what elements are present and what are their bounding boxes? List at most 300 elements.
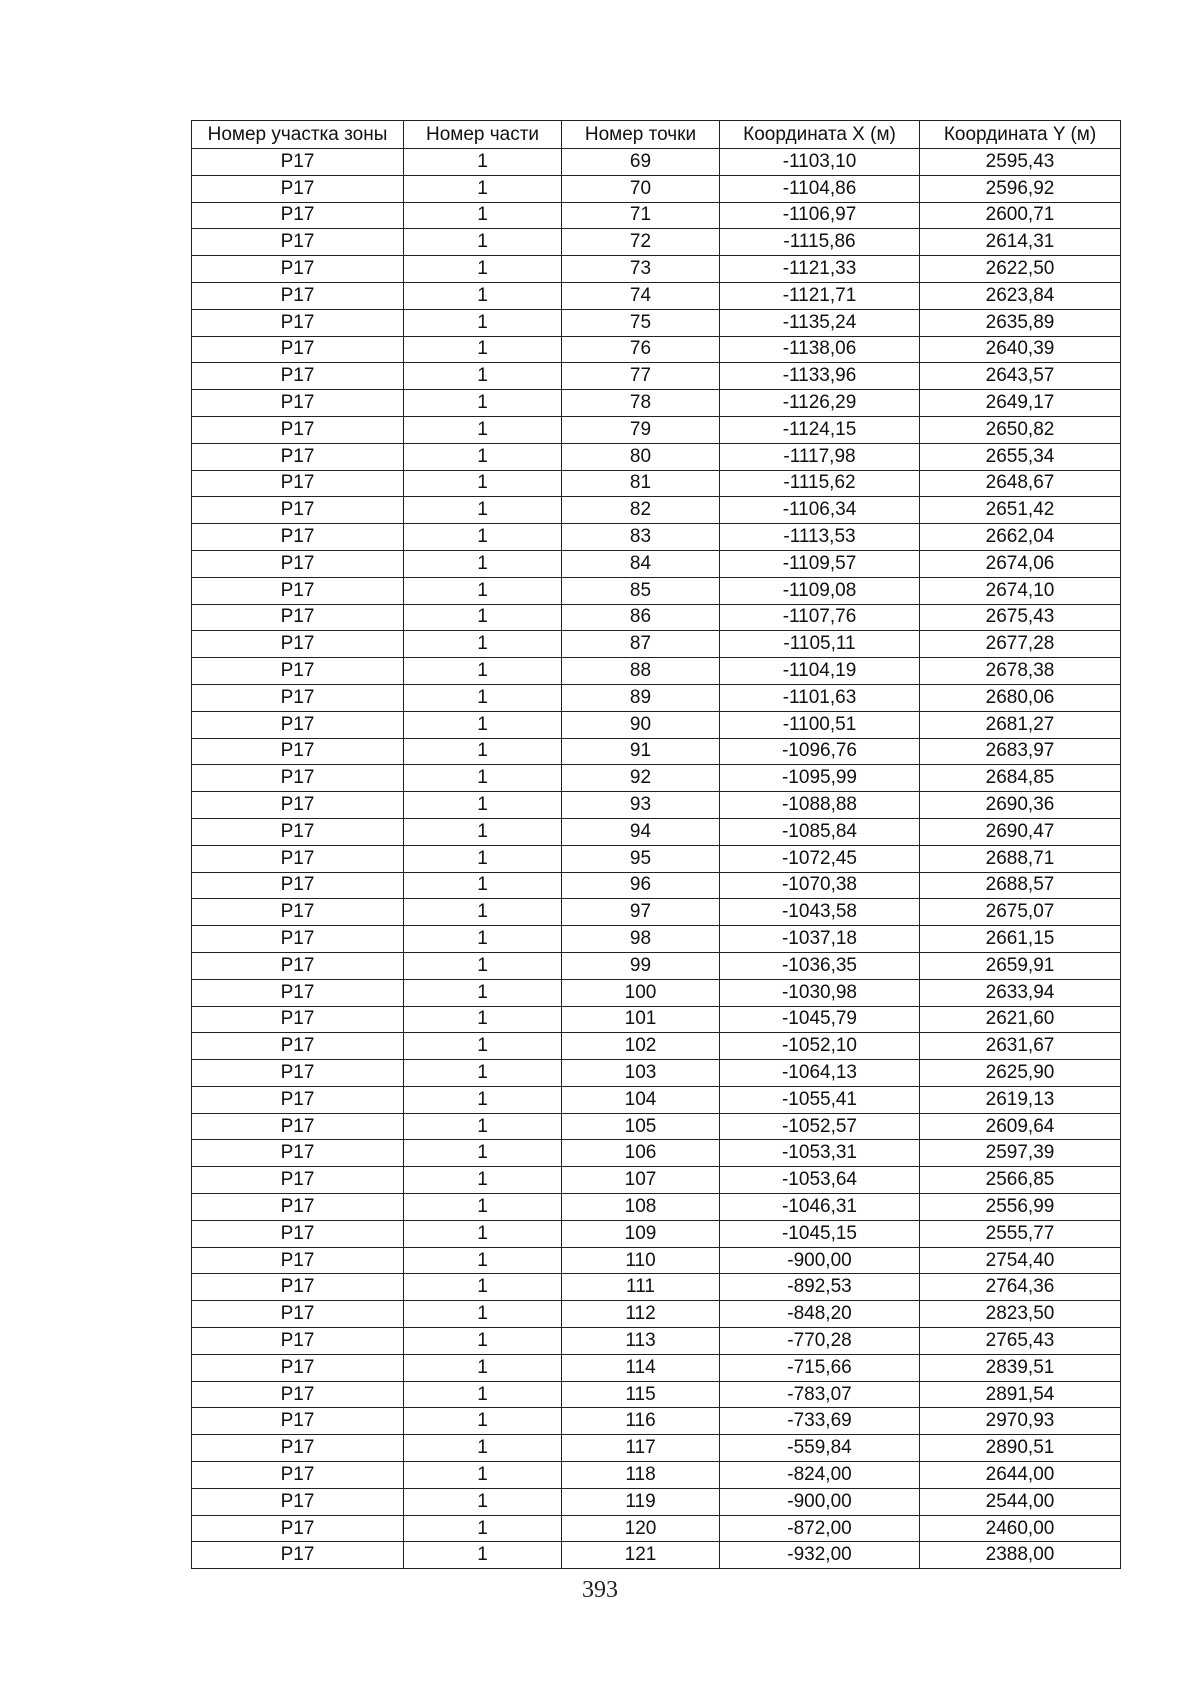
cell-point-number: 84 <box>562 550 720 577</box>
cell-point-number: 108 <box>562 1194 720 1221</box>
cell-coordinate-x: -1133,96 <box>720 363 920 390</box>
cell-zone-section: Р17 <box>192 1515 404 1542</box>
cell-coordinate-y: 2675,07 <box>920 899 1121 926</box>
cell-point-number: 82 <box>562 497 720 524</box>
cell-coordinate-x: -932,00 <box>720 1542 920 1569</box>
cell-zone-section: Р17 <box>192 604 404 631</box>
table-row <box>192 577 1121 604</box>
cell-coordinate-y: 2635,89 <box>920 309 1121 336</box>
cell-point-number: 100 <box>562 979 720 1006</box>
cell-coordinate-y: 2690,36 <box>920 792 1121 819</box>
table-row <box>192 1060 1121 1087</box>
cell-point-number: 104 <box>562 1086 720 1113</box>
cell-point-number: 101 <box>562 1006 720 1033</box>
table-row <box>192 390 1121 417</box>
cell-coordinate-y: 2644,00 <box>920 1462 1121 1489</box>
cell-zone-section: Р17 <box>192 658 404 685</box>
cell-coordinate-y: 2460,00 <box>920 1515 1121 1542</box>
cell-zone-section: Р17 <box>192 1354 404 1381</box>
cell-zone-section: Р17 <box>192 1542 404 1569</box>
cell-coordinate-x: -1117,98 <box>720 443 920 470</box>
table-row <box>192 1006 1121 1033</box>
cell-part-number: 1 <box>404 416 562 443</box>
cell-point-number: 85 <box>562 577 720 604</box>
cell-coordinate-x: -1064,13 <box>720 1060 920 1087</box>
table-row <box>192 845 1121 872</box>
cell-zone-section: Р17 <box>192 1033 404 1060</box>
table-body <box>192 149 1121 1569</box>
cell-part-number: 1 <box>404 363 562 390</box>
cell-part-number: 1 <box>404 470 562 497</box>
table-row <box>192 1194 1121 1221</box>
cell-zone-section: Р17 <box>192 390 404 417</box>
cell-coordinate-x: -1045,79 <box>720 1006 920 1033</box>
table-row <box>192 604 1121 631</box>
cell-point-number: 80 <box>562 443 720 470</box>
cell-coordinate-y: 2674,10 <box>920 577 1121 604</box>
table-row <box>192 1462 1121 1489</box>
cell-coordinate-y: 2890,51 <box>920 1435 1121 1462</box>
cell-point-number: 83 <box>562 524 720 551</box>
cell-coordinate-x: -1088,88 <box>720 792 920 819</box>
table-row <box>192 631 1121 658</box>
cell-coordinate-y: 2677,28 <box>920 631 1121 658</box>
table-row <box>192 818 1121 845</box>
cell-zone-section: Р17 <box>192 872 404 899</box>
cell-zone-section: Р17 <box>192 256 404 283</box>
table-row <box>192 256 1121 283</box>
cell-coordinate-x: -1106,97 <box>720 202 920 229</box>
cell-part-number: 1 <box>404 1515 562 1542</box>
table-row <box>192 470 1121 497</box>
table-row <box>192 229 1121 256</box>
cell-point-number: 81 <box>562 470 720 497</box>
header-coordinate-x: Координата X (м) <box>720 121 920 149</box>
cell-part-number: 1 <box>404 1381 562 1408</box>
cell-zone-section: Р17 <box>192 1006 404 1033</box>
cell-coordinate-y: 2764,36 <box>920 1274 1121 1301</box>
cell-point-number: 92 <box>562 765 720 792</box>
cell-zone-section: Р17 <box>192 577 404 604</box>
cell-coordinate-x: -1109,08 <box>720 577 920 604</box>
table-row <box>192 738 1121 765</box>
cell-coordinate-x: -824,00 <box>720 1462 920 1489</box>
cell-zone-section: Р17 <box>192 1140 404 1167</box>
cell-point-number: 76 <box>562 336 720 363</box>
table-row <box>192 175 1121 202</box>
cell-part-number: 1 <box>404 979 562 1006</box>
cell-coordinate-x: -1126,29 <box>720 390 920 417</box>
cell-part-number: 1 <box>404 952 562 979</box>
cell-coordinate-x: -783,07 <box>720 1381 920 1408</box>
cell-part-number: 1 <box>404 443 562 470</box>
cell-point-number: 90 <box>562 711 720 738</box>
cell-coordinate-x: -1085,84 <box>720 818 920 845</box>
cell-coordinate-x: -1053,64 <box>720 1167 920 1194</box>
cell-part-number: 1 <box>404 1435 562 1462</box>
cell-zone-section: Р17 <box>192 684 404 711</box>
cell-zone-section: Р17 <box>192 1060 404 1087</box>
table-row <box>192 765 1121 792</box>
cell-zone-section: Р17 <box>192 229 404 256</box>
cell-part-number: 1 <box>404 336 562 363</box>
cell-coordinate-y: 2661,15 <box>920 926 1121 953</box>
cell-zone-section: Р17 <box>192 416 404 443</box>
cell-zone-section: Р17 <box>192 1408 404 1435</box>
cell-coordinate-x: -1101,63 <box>720 684 920 711</box>
cell-point-number: 120 <box>562 1515 720 1542</box>
cell-zone-section: Р17 <box>192 1167 404 1194</box>
cell-coordinate-y: 2655,34 <box>920 443 1121 470</box>
cell-zone-section: Р17 <box>192 1381 404 1408</box>
cell-coordinate-x: -770,28 <box>720 1328 920 1355</box>
cell-coordinate-y: 2648,67 <box>920 470 1121 497</box>
table-header <box>192 121 1121 149</box>
cell-coordinate-y: 2683,97 <box>920 738 1121 765</box>
cell-zone-section: Р17 <box>192 818 404 845</box>
cell-part-number: 1 <box>404 899 562 926</box>
header-part-number: Номер части <box>404 121 562 149</box>
cell-coordinate-x: -1030,98 <box>720 979 920 1006</box>
cell-coordinate-y: 2674,06 <box>920 550 1121 577</box>
cell-coordinate-x: -1106,34 <box>720 497 920 524</box>
cell-coordinate-y: 2643,57 <box>920 363 1121 390</box>
table-row <box>192 872 1121 899</box>
table-row <box>192 1381 1121 1408</box>
table-row <box>192 1167 1121 1194</box>
cell-coordinate-x: -1105,11 <box>720 631 920 658</box>
table-row <box>192 979 1121 1006</box>
cell-coordinate-x: -1037,18 <box>720 926 920 953</box>
cell-coordinate-x: -1138,06 <box>720 336 920 363</box>
table-row <box>192 1328 1121 1355</box>
cell-zone-section: Р17 <box>192 363 404 390</box>
cell-point-number: 115 <box>562 1381 720 1408</box>
cell-part-number: 1 <box>404 149 562 176</box>
cell-coordinate-y: 2680,06 <box>920 684 1121 711</box>
cell-coordinate-y: 2622,50 <box>920 256 1121 283</box>
cell-coordinate-x: -1052,57 <box>720 1113 920 1140</box>
cell-zone-section: Р17 <box>192 550 404 577</box>
cell-part-number: 1 <box>404 765 562 792</box>
table-row <box>192 926 1121 953</box>
cell-point-number: 119 <box>562 1488 720 1515</box>
cell-coordinate-x: -892,53 <box>720 1274 920 1301</box>
cell-zone-section: Р17 <box>192 738 404 765</box>
cell-coordinate-x: -733,69 <box>720 1408 920 1435</box>
cell-coordinate-y: 2649,17 <box>920 390 1121 417</box>
cell-coordinate-y: 2625,90 <box>920 1060 1121 1087</box>
cell-zone-section: Р17 <box>192 845 404 872</box>
cell-point-number: 116 <box>562 1408 720 1435</box>
cell-coordinate-x: -1096,76 <box>720 738 920 765</box>
cell-point-number: 75 <box>562 309 720 336</box>
cell-zone-section: Р17 <box>192 470 404 497</box>
cell-coordinate-y: 2970,93 <box>920 1408 1121 1435</box>
cell-part-number: 1 <box>404 1542 562 1569</box>
cell-coordinate-y: 2614,31 <box>920 229 1121 256</box>
cell-zone-section: Р17 <box>192 443 404 470</box>
table-row <box>192 1033 1121 1060</box>
cell-part-number: 1 <box>404 631 562 658</box>
cell-zone-section: Р17 <box>192 202 404 229</box>
cell-part-number: 1 <box>404 1033 562 1060</box>
cell-point-number: 71 <box>562 202 720 229</box>
cell-point-number: 118 <box>562 1462 720 1489</box>
cell-part-number: 1 <box>404 604 562 631</box>
table-row <box>192 1542 1121 1569</box>
cell-coordinate-y: 2765,43 <box>920 1328 1121 1355</box>
cell-part-number: 1 <box>404 577 562 604</box>
cell-coordinate-x: -900,00 <box>720 1247 920 1274</box>
cell-coordinate-y: 2839,51 <box>920 1354 1121 1381</box>
cell-coordinate-y: 2555,77 <box>920 1220 1121 1247</box>
cell-point-number: 121 <box>562 1542 720 1569</box>
cell-zone-section: Р17 <box>192 497 404 524</box>
cell-coordinate-x: -1053,31 <box>720 1140 920 1167</box>
cell-zone-section: Р17 <box>192 1247 404 1274</box>
cell-coordinate-y: 2650,82 <box>920 416 1121 443</box>
cell-point-number: 99 <box>562 952 720 979</box>
cell-coordinate-x: -1121,71 <box>720 282 920 309</box>
cell-part-number: 1 <box>404 1220 562 1247</box>
cell-zone-section: Р17 <box>192 175 404 202</box>
cell-part-number: 1 <box>404 1194 562 1221</box>
cell-part-number: 1 <box>404 1328 562 1355</box>
cell-coordinate-y: 2388,00 <box>920 1542 1121 1569</box>
cell-point-number: 78 <box>562 390 720 417</box>
cell-coordinate-x: -848,20 <box>720 1301 920 1328</box>
table-row <box>192 497 1121 524</box>
table-row <box>192 658 1121 685</box>
cell-point-number: 103 <box>562 1060 720 1087</box>
cell-part-number: 1 <box>404 309 562 336</box>
table-row <box>192 1354 1121 1381</box>
cell-point-number: 88 <box>562 658 720 685</box>
cell-point-number: 107 <box>562 1167 720 1194</box>
cell-coordinate-x: -1055,41 <box>720 1086 920 1113</box>
table-row <box>192 899 1121 926</box>
cell-zone-section: Р17 <box>192 899 404 926</box>
table-row <box>192 282 1121 309</box>
cell-coordinate-y: 2891,54 <box>920 1381 1121 1408</box>
cell-point-number: 69 <box>562 149 720 176</box>
cell-zone-section: Р17 <box>192 1328 404 1355</box>
table-row <box>192 550 1121 577</box>
cell-coordinate-y: 2623,84 <box>920 282 1121 309</box>
cell-coordinate-y: 2688,71 <box>920 845 1121 872</box>
cell-coordinate-y: 2681,27 <box>920 711 1121 738</box>
cell-zone-section: Р17 <box>192 792 404 819</box>
table-row <box>192 792 1121 819</box>
cell-point-number: 87 <box>562 631 720 658</box>
cell-point-number: 110 <box>562 1247 720 1274</box>
cell-zone-section: Р17 <box>192 149 404 176</box>
cell-part-number: 1 <box>404 550 562 577</box>
cell-zone-section: Р17 <box>192 952 404 979</box>
cell-coordinate-x: -1052,10 <box>720 1033 920 1060</box>
cell-coordinate-y: 2619,13 <box>920 1086 1121 1113</box>
cell-part-number: 1 <box>404 524 562 551</box>
cell-point-number: 113 <box>562 1328 720 1355</box>
table-row <box>192 1515 1121 1542</box>
cell-coordinate-x: -559,84 <box>720 1435 920 1462</box>
cell-coordinate-x: -900,00 <box>720 1488 920 1515</box>
table-row <box>192 524 1121 551</box>
cell-part-number: 1 <box>404 711 562 738</box>
cell-part-number: 1 <box>404 390 562 417</box>
cell-coordinate-y: 2651,42 <box>920 497 1121 524</box>
cell-zone-section: Р17 <box>192 336 404 363</box>
table-row <box>192 1113 1121 1140</box>
cell-part-number: 1 <box>404 684 562 711</box>
cell-coordinate-y: 2556,99 <box>920 1194 1121 1221</box>
cell-part-number: 1 <box>404 175 562 202</box>
cell-zone-section: Р17 <box>192 631 404 658</box>
cell-zone-section: Р17 <box>192 979 404 1006</box>
cell-coordinate-x: -1036,35 <box>720 952 920 979</box>
table-row <box>192 1140 1121 1167</box>
cell-zone-section: Р17 <box>192 1194 404 1221</box>
table-row <box>192 202 1121 229</box>
cell-coordinate-y: 2609,64 <box>920 1113 1121 1140</box>
cell-part-number: 1 <box>404 1086 562 1113</box>
cell-coordinate-x: -1043,58 <box>720 899 920 926</box>
cell-point-number: 79 <box>562 416 720 443</box>
cell-coordinate-x: -715,66 <box>720 1354 920 1381</box>
cell-coordinate-y: 2823,50 <box>920 1301 1121 1328</box>
cell-point-number: 112 <box>562 1301 720 1328</box>
cell-coordinate-x: -1109,57 <box>720 550 920 577</box>
cell-point-number: 73 <box>562 256 720 283</box>
cell-point-number: 95 <box>562 845 720 872</box>
cell-zone-section: Р17 <box>192 765 404 792</box>
cell-point-number: 77 <box>562 363 720 390</box>
header-point-number: Номер точки <box>562 121 720 149</box>
coordinates-table <box>191 120 1121 1569</box>
table-row <box>192 363 1121 390</box>
page-number: 393 <box>582 1577 618 1603</box>
cell-part-number: 1 <box>404 282 562 309</box>
cell-zone-section: Р17 <box>192 1301 404 1328</box>
table-row <box>192 149 1121 176</box>
cell-zone-section: Р17 <box>192 711 404 738</box>
cell-part-number: 1 <box>404 738 562 765</box>
cell-point-number: 93 <box>562 792 720 819</box>
cell-coordinate-y: 2597,39 <box>920 1140 1121 1167</box>
cell-zone-section: Р17 <box>192 926 404 953</box>
cell-point-number: 96 <box>562 872 720 899</box>
cell-coordinate-x: -1100,51 <box>720 711 920 738</box>
cell-coordinate-y: 2566,85 <box>920 1167 1121 1194</box>
cell-point-number: 102 <box>562 1033 720 1060</box>
cell-part-number: 1 <box>404 229 562 256</box>
cell-coordinate-y: 2600,71 <box>920 202 1121 229</box>
cell-coordinate-y: 2690,47 <box>920 818 1121 845</box>
table-row <box>192 416 1121 443</box>
cell-part-number: 1 <box>404 792 562 819</box>
cell-coordinate-x: -1115,62 <box>720 470 920 497</box>
cell-coordinate-x: -1113,53 <box>720 524 920 551</box>
cell-coordinate-y: 2754,40 <box>920 1247 1121 1274</box>
header-row <box>192 121 1121 149</box>
cell-point-number: 97 <box>562 899 720 926</box>
cell-point-number: 86 <box>562 604 720 631</box>
cell-part-number: 1 <box>404 1247 562 1274</box>
cell-coordinate-x: -872,00 <box>720 1515 920 1542</box>
header-coordinate-y: Координата Y (м) <box>920 121 1121 149</box>
table-row <box>192 952 1121 979</box>
cell-zone-section: Р17 <box>192 1462 404 1489</box>
cell-coordinate-x: -1072,45 <box>720 845 920 872</box>
cell-part-number: 1 <box>404 1408 562 1435</box>
cell-zone-section: Р17 <box>192 524 404 551</box>
cell-coordinate-x: -1046,31 <box>720 1194 920 1221</box>
cell-part-number: 1 <box>404 1113 562 1140</box>
cell-part-number: 1 <box>404 1167 562 1194</box>
cell-point-number: 74 <box>562 282 720 309</box>
cell-coordinate-y: 2678,38 <box>920 658 1121 685</box>
cell-coordinate-y: 2659,91 <box>920 952 1121 979</box>
table-row <box>192 1488 1121 1515</box>
cell-coordinate-x: -1107,76 <box>720 604 920 631</box>
cell-point-number: 117 <box>562 1435 720 1462</box>
cell-part-number: 1 <box>404 658 562 685</box>
cell-part-number: 1 <box>404 1354 562 1381</box>
cell-point-number: 105 <box>562 1113 720 1140</box>
cell-point-number: 106 <box>562 1140 720 1167</box>
cell-coordinate-x: -1121,33 <box>720 256 920 283</box>
cell-point-number: 91 <box>562 738 720 765</box>
cell-point-number: 98 <box>562 926 720 953</box>
cell-zone-section: Р17 <box>192 1086 404 1113</box>
cell-point-number: 89 <box>562 684 720 711</box>
cell-part-number: 1 <box>404 872 562 899</box>
cell-zone-section: Р17 <box>192 282 404 309</box>
cell-coordinate-x: -1124,15 <box>720 416 920 443</box>
cell-part-number: 1 <box>404 1274 562 1301</box>
cell-point-number: 109 <box>562 1220 720 1247</box>
table-row <box>192 1274 1121 1301</box>
table-row <box>192 1086 1121 1113</box>
cell-point-number: 70 <box>562 175 720 202</box>
table-row <box>192 443 1121 470</box>
cell-coordinate-x: -1045,15 <box>720 1220 920 1247</box>
cell-coordinate-x: -1095,99 <box>720 765 920 792</box>
cell-coordinate-y: 2595,43 <box>920 149 1121 176</box>
cell-part-number: 1 <box>404 1140 562 1167</box>
table-row <box>192 336 1121 363</box>
cell-part-number: 1 <box>404 497 562 524</box>
cell-part-number: 1 <box>404 926 562 953</box>
table-row <box>192 309 1121 336</box>
cell-coordinate-y: 2640,39 <box>920 336 1121 363</box>
cell-zone-section: Р17 <box>192 309 404 336</box>
cell-coordinate-y: 2596,92 <box>920 175 1121 202</box>
cell-part-number: 1 <box>404 1462 562 1489</box>
cell-coordinate-x: -1135,24 <box>720 309 920 336</box>
cell-coordinate-y: 2684,85 <box>920 765 1121 792</box>
cell-zone-section: Р17 <box>192 1488 404 1515</box>
cell-coordinate-x: -1103,10 <box>720 149 920 176</box>
cell-coordinate-y: 2662,04 <box>920 524 1121 551</box>
cell-part-number: 1 <box>404 1060 562 1087</box>
cell-part-number: 1 <box>404 818 562 845</box>
cell-coordinate-y: 2633,94 <box>920 979 1121 1006</box>
cell-coordinate-x: -1070,38 <box>720 872 920 899</box>
cell-point-number: 114 <box>562 1354 720 1381</box>
cell-point-number: 72 <box>562 229 720 256</box>
